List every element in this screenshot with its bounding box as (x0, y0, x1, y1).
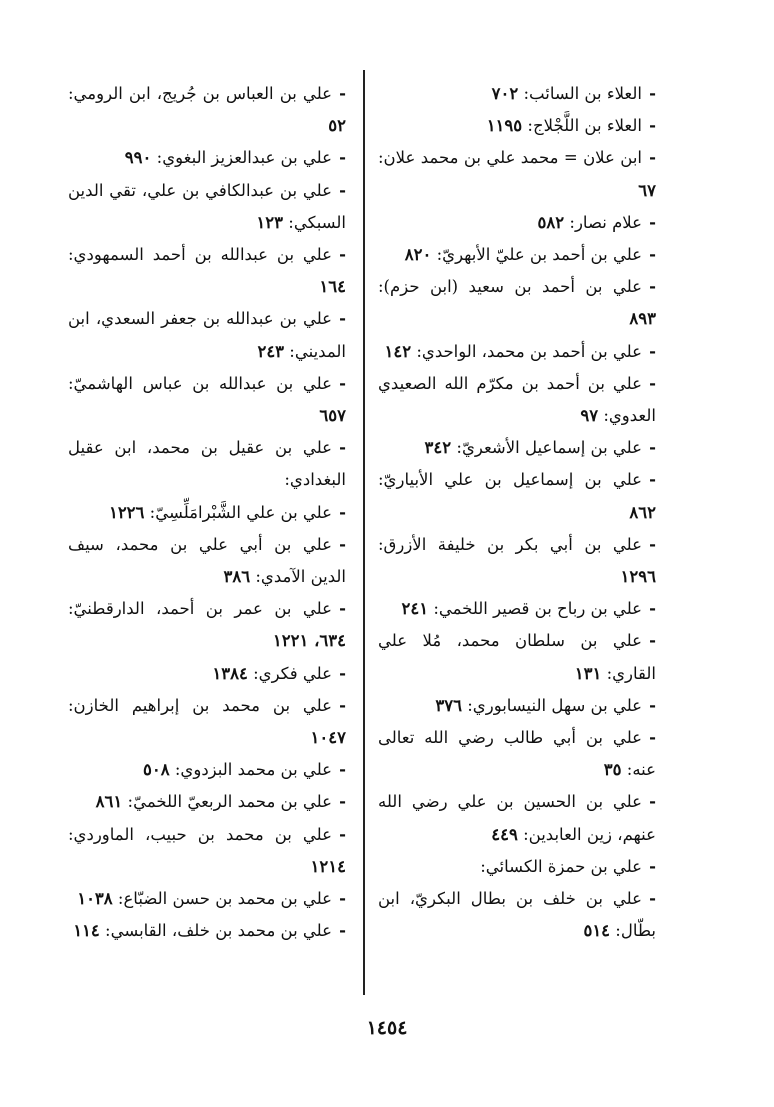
entry-dash: - (649, 438, 656, 458)
entry-page-ref: ٢٤١ (401, 599, 429, 619)
index-entry (68, 690, 346, 754)
entry-name: العلاء بن اللَّجْلاج: (527, 116, 642, 136)
index-entry (68, 883, 346, 915)
entry-page-ref: ٣٥ (603, 760, 622, 780)
index-entry (68, 368, 346, 432)
entry-dash: - (339, 534, 346, 554)
entry-dash: - (339, 245, 346, 265)
entry-dash: - (649, 373, 656, 393)
entry-name: علي بن أبي علي بن محمد، سيف الدين الآمدي: (68, 534, 346, 587)
column-divider (363, 70, 365, 995)
index-entry (378, 336, 656, 368)
entry-dash: - (339, 373, 346, 393)
entry-name: العلاء بن السائب: (523, 84, 642, 103)
index-entry (378, 142, 656, 206)
index-entry (68, 239, 346, 303)
entry-dash: - (339, 889, 346, 909)
index-entry (68, 593, 346, 657)
index-entry (378, 271, 656, 335)
entry-page-ref: ١٣٨٤ (212, 663, 248, 683)
entry-page-ref: ٢٤٣ (257, 341, 285, 361)
entry-dash: - (649, 631, 656, 651)
entry-page-ref: ٩٧ (580, 406, 599, 426)
entry-dash: - (339, 663, 346, 683)
entry-name: علي بن عبدالله بن جعفر السعدي، ابن المديني: (68, 309, 346, 361)
entry-page-ref: ١٠٤٧ (310, 728, 346, 748)
entry-dash: - (339, 309, 346, 329)
index-entry (378, 368, 656, 432)
entry-name: ابن علان = محمد علي بن محمد علان: (378, 148, 642, 168)
entry-dash: - (649, 889, 656, 909)
entry-page-ref: ٣٧٦ (435, 695, 462, 715)
entry-name: علي بن أبي طالب رضي الله تعالى عنه: (378, 728, 656, 780)
index-entry (68, 786, 346, 818)
page-number: ١٤٥٤ (366, 1017, 408, 1039)
entry-name: علي بن الحسين بن علي رضي الله عنهم، زين العابدين: (378, 792, 656, 844)
index-entry (68, 819, 346, 883)
entry-page-ref: ١٠٣٨ (77, 889, 113, 909)
entry-dash: - (339, 824, 346, 844)
entry-name: علي بن العباس بن جُريج، ابن الرومي: (68, 84, 332, 103)
entry-page-ref: ٨٢٠ (404, 245, 432, 265)
index-entry (378, 432, 656, 464)
entry-name: علي بن محمد بن حبيب، الماوردي: (68, 824, 332, 844)
entry-dash: - (649, 341, 656, 361)
entry-dash: - (339, 792, 346, 812)
entry-page-ref: ٦٧ (638, 180, 656, 200)
index-entry (378, 722, 656, 786)
entry-dash: - (649, 599, 656, 619)
entry-dash: - (649, 84, 656, 103)
index-entry (68, 497, 346, 529)
entry-dash: - (339, 84, 346, 103)
entry-dash: - (339, 502, 346, 522)
entry-name: علي بن أحمد بن مكرّم الله الصعيدي العدوي: (378, 373, 656, 426)
index-entry (378, 690, 656, 722)
entry-page-ref: ٧٠٢ (491, 84, 519, 103)
index-entry (68, 915, 346, 947)
entry-dash: - (339, 760, 346, 780)
entry-name: علي بن عقيل بن محمد، ابن عقيل البغدادي: (68, 438, 346, 490)
index-column-left (68, 78, 346, 947)
entry-dash: - (649, 277, 656, 297)
entry-page-ref: ٣٨٦ (223, 567, 251, 587)
entry-name: علام نصار: (569, 212, 642, 232)
entry-dash: - (649, 856, 656, 876)
index-entry (378, 625, 656, 689)
entry-page-ref: ٥٢ (328, 116, 346, 136)
entry-name: علي فكري: (253, 663, 332, 683)
entry-dash: - (339, 438, 346, 458)
entry-name: علي بن عبدالعزيز البغوي: (156, 148, 332, 168)
entry-dash: - (339, 148, 346, 168)
entry-name: علي بن عبدالكافي بن علي، تقي الدين السبكي: (68, 180, 346, 232)
index-entry (378, 786, 656, 850)
entry-page-ref: ١٢٩٦ (620, 567, 656, 587)
entry-page-ref: ١١٤ (73, 921, 100, 941)
entry-dash: - (649, 470, 656, 490)
entry-dash: - (339, 695, 346, 715)
index-entry (378, 78, 656, 110)
entry-page-ref: ٣٤٢ (424, 438, 452, 458)
entry-page-ref: ٥٠٨ (143, 760, 170, 780)
entry-name: علي بن محمد بن خلف، القابسي: (105, 921, 332, 941)
entry-name: علي بن إسماعيل الأشعريّ: (456, 438, 642, 458)
entry-name: علي بن عبدالله بن أحمد السمهودي: (68, 245, 332, 265)
entry-dash: - (339, 180, 346, 200)
entry-name: علي بن رباح بن قصير اللخمي: (433, 599, 642, 619)
entry-dash: - (339, 921, 346, 941)
entry-dash: - (339, 599, 346, 619)
entry-name: علي بن سلطان محمد، مُلا علي القاري: (378, 631, 656, 683)
index-entry (378, 593, 656, 625)
entry-name: علي بن أحمد بن عليّ الأبهريّ: (436, 245, 642, 265)
entry-page-ref: ٨٦٢ (629, 502, 656, 522)
index-entry (378, 239, 656, 271)
entry-name: علي بن أبي بكر بن خليفة الأزرق: (378, 534, 642, 554)
index-entry (378, 464, 656, 528)
entry-page-ref: ١٤٢ (384, 341, 412, 361)
index-entry (68, 142, 346, 174)
entry-name: علي بن محمد البزدوي: (174, 760, 332, 780)
entry-page-ref: ١٢١٤ (310, 856, 346, 876)
entry-dash: - (649, 116, 656, 136)
index-entry (378, 529, 656, 593)
entry-page-ref: ٦٥٧ (319, 406, 346, 426)
entry-name: علي بن خلف بن بطال البكريّ، ابن بطّال: (378, 889, 656, 941)
entry-name: علي بن سهل النيسابوري: (467, 695, 642, 715)
entry-page-ref: ١١٩٥ (486, 116, 523, 136)
index-entry (68, 78, 346, 142)
index-entry (378, 883, 656, 947)
entry-dash: - (649, 728, 656, 748)
entry-name: علي بن حمزة الكسائي: (480, 856, 642, 876)
index-entry (68, 658, 346, 690)
index-entry (68, 529, 346, 593)
entry-dash: - (649, 245, 656, 265)
entry-name: علي بن إسماعيل بن علي الأبياريّ: (378, 470, 642, 490)
entry-dash: - (649, 212, 656, 232)
entry-page-ref: ٥١٤ (583, 921, 611, 941)
entry-page-ref: ٩٩٠ (124, 148, 152, 168)
index-column-right (378, 78, 656, 947)
index-entry (378, 207, 656, 239)
entry-page-ref: ٦٣٤، ١٢٢١ (272, 631, 346, 651)
entry-page-ref: ٨٩٣ (629, 309, 656, 329)
index-entry (68, 432, 346, 496)
entry-dash: - (649, 534, 656, 554)
index-entry (68, 754, 346, 786)
entry-page-ref: ١٦٤ (319, 277, 346, 297)
entry-dash: - (649, 792, 656, 812)
entry-name: علي بن أحمد بن محمد، الواحدي: (416, 341, 642, 361)
entry-name: علي بن علي الشَّبْرامَلِّسِيّ: (149, 502, 332, 522)
index-entry (378, 110, 656, 142)
entry-name: علي بن عبدالله بن عباس الهاشميّ: (68, 373, 332, 393)
index-entry (68, 303, 346, 367)
entry-page-ref: ١٢٣ (256, 212, 284, 232)
entry-name: علي بن محمد بن حسن الضبّاع: (117, 889, 332, 909)
entry-dash: - (649, 148, 656, 168)
entry-name: علي بن محمد الربعيّ اللخميّ: (127, 792, 332, 812)
entry-dash: - (649, 695, 656, 715)
entry-page-ref: ١٢٢٦ (108, 502, 145, 522)
entry-name: علي بن محمد بن إبراهيم الخازن: (68, 695, 332, 715)
index-entry (68, 175, 346, 239)
entry-page-ref: ١٣١ (574, 663, 602, 683)
entry-name: علي بن عمر بن أحمد، الدارقطنيّ: (68, 599, 332, 619)
index-entry (378, 851, 656, 883)
entry-page-ref: ٤٤٩ (491, 824, 518, 844)
entry-page-ref: ٨٦١ (95, 792, 123, 812)
entry-page-ref: ٥٨٢ (537, 212, 565, 232)
entry-name: علي بن أحمد بن سعيد (ابن حزم): (378, 277, 642, 297)
